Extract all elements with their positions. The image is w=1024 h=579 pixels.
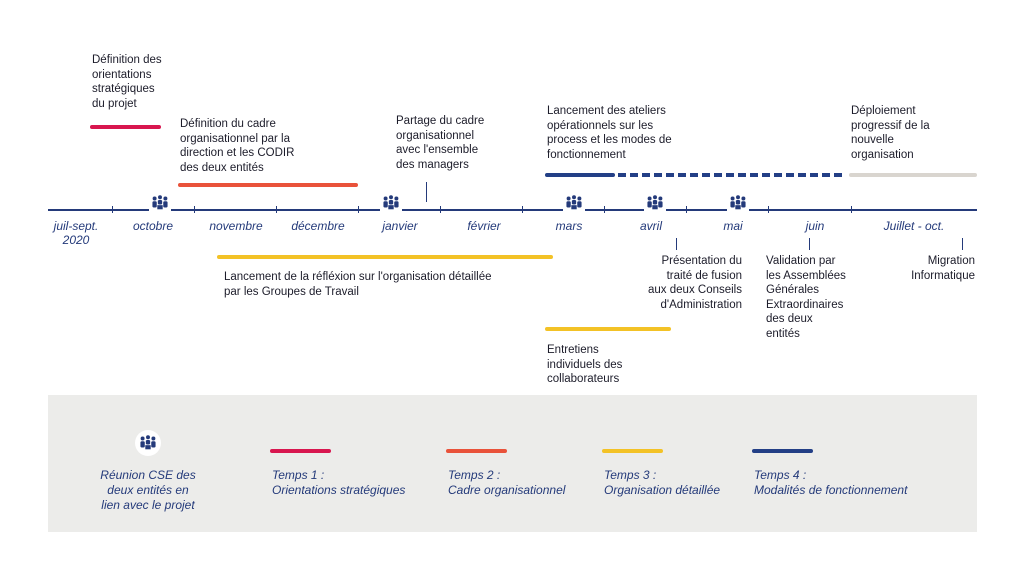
axis-tick [604,206,605,213]
axis-tick [112,206,113,213]
month-label-octobre: octobre [132,219,174,233]
month-label-mai: mai [723,219,743,233]
people-meeting-icon [729,194,747,212]
marker-presentation [676,238,677,250]
legend-temps3-bar [602,449,663,453]
cse-meeting-icon [727,194,749,217]
month-label-juillet-oct: Juillet - oct. [883,219,945,233]
month-label-juin: juin [805,219,825,233]
event-ateliers-text: Lancement des ateliers opérationnels sur les process et les modes de fonctionnement [547,105,672,161]
axis-tick [686,206,687,213]
bar-temps1-orientations [90,125,161,129]
legend-temps3-text: Temps 3 : Organisation détaillée [604,468,721,497]
legend-temps2-text: Temps 2 : Cadre organisationnel [448,468,566,497]
marker-partage [426,182,427,202]
axis-tick [522,206,523,213]
axis-tick [194,206,195,213]
legend-panel [48,395,977,532]
month-label-decembre: décembre [291,219,345,233]
month-label-novembre: novembre [209,219,263,233]
legend-temps4-text: Temps 4 : Modalités de fonctionnement [754,468,908,497]
month-label-juil-sept: juil-sept. 2020 [53,219,99,247]
cse-meeting-icon [644,194,666,217]
people-meeting-icon [565,194,583,212]
bar-temps3-entretiens [545,327,671,331]
legend-cse-badge [135,430,161,456]
event-deploiement-text: Déploiement progressif de la nouvelle organisation [851,105,930,161]
legend-temps4-bar [752,449,813,453]
bar-temps2-cadre [178,183,358,187]
legend-temps1-text: Temps 1 : Orientations stratégiques [272,468,406,497]
people-meeting-icon [151,194,169,212]
people-meeting-icon [139,434,157,452]
timeline-axis [48,209,977,211]
axis-tick [440,206,441,213]
cse-meeting-icon [563,194,585,217]
axis-tick [768,206,769,213]
cse-meeting-icon [149,194,171,217]
event-orientations-text: Définition des orientations stratégiques du projet [92,54,162,110]
legend-cse-text: Réunion CSE des deux entités en lien avec le projet [100,468,196,512]
event-entretiens-text: Entretiens individuels des collaborateurs [547,344,623,385]
month-label-avril: avril [639,219,662,233]
event-presentation-text: Présentation du traité de fusion aux deux Conseils d'Administration [648,255,742,311]
month-label-fevrier: février [467,219,501,233]
people-meeting-icon [646,194,664,212]
event-reflexion-text: Lancement de la réfléxion sur l'organisation détaillée par les Groupes de Travail [224,271,492,298]
bar-temps3-reflexion [217,255,553,259]
legend-temps1-bar [270,449,331,453]
bar-deploiement [849,173,977,177]
bar-temps4-ateliers-dashed [618,173,842,177]
event-cadre-text: Définition du cadre organisationnel par la direction et les CODIR des deux entités [180,118,295,174]
event-validation-text: Validation par les Assemblées Générales Extraordinaires des deux entités [766,255,846,340]
bar-temps4-ateliers-solid [545,173,615,177]
event-partage-text: Partage du cadre organisationnel avec l'ensemble des managers [396,115,485,171]
cse-meeting-icon [380,194,402,217]
people-meeting-icon [382,194,400,212]
event-migration-text: Migration Informatique [911,255,975,282]
axis-tick [851,206,852,213]
marker-validation [809,238,810,250]
month-label-janvier: janvier [382,219,418,233]
legend-temps2-bar [446,449,507,453]
axis-tick [276,206,277,213]
axis-tick [358,206,359,213]
month-label-mars: mars [555,219,583,233]
marker-migration [962,238,963,250]
